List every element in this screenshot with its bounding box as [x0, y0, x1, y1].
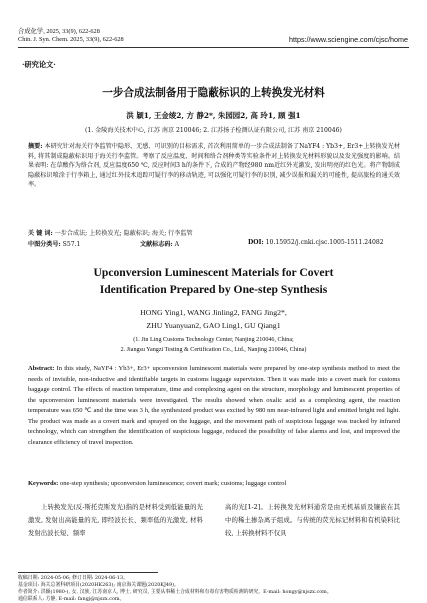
footnote-fund: 基金项目: 海关总署科研项目(2020HK263); 南京海关课题(2020KJ49)。 [18, 582, 179, 588]
journal-citation [18, 28, 124, 44]
en-authors-line2: ZHU Yuanyuan2, GAO Ling1, GU Qiang1 [146, 321, 281, 330]
cn-keywords-label: 关 键 词: [28, 230, 53, 237]
en-abstract-text: In this study, NaYF4 : Yb3+, Er3+ upconversion luminescent materials were prepared by one-step synthesis method to meet the needs of invisible, non-inductive and identifiable targets in customs luggage supervision. Then it was made into a covert mark for customs baggage control. The effects of reaction temperature, time and complexing agent on the structure, morphology and luminescent properties of the upconversion luminescent materials were investigated. The results showed when oxalic acid as a complexing agent, the reaction temperature was 650 ℃ and the time was 3 h, the synthesized product was excited by 980 nm near-infrared light and emitted bright red light. The product was made as a covert mark and sprayed on the luggage, and the movement path of suspicious luggage was tracked by infrared technology, which can strengthen the identification of suspicious luggage, reduced the possibility of false alarms and lost, and improved the clearance efficiency of travel inspection. [28, 365, 401, 446]
footnote-author: 作者简介: 洪颖(1980-), 女, 汉族, 江苏南京人, 博士, 研究员, 主要从事稀土合成材料和有毒有害物质检测的研究。E-mail: hongy@njszx.com。 [18, 589, 332, 595]
cn-abstract-text: 本研究针对海关行李监管中隐形、无感、可识别的目标需求, 首次利用简单的一步合成法制备了NaYF4 : Yb3+, Er3+上转换发光材料, 将其制成隐蔽标识用于海关行李监管。考察了反应温度、时间和络合剂种类等实验条件对上转换发光材料形貌以及发光强度的影响。结果表明: 在草酸作为络合剂, 反应温度650 ℃, 反应时间3 h的条件下, 合成的产物经980 nm近红外光激发, 发出明亮的红色光。将产物制成隐蔽标识喷涂于行李箱上, 通过红外技术追踪可疑行李的移动轨迹, 可以强化可疑行李的识别, 减少误报和漏关的可能性, 提高旅检的通关效率。 [28, 143, 400, 188]
journal-citation-cn: 合成化学, 2025, 33(9), 622-628 [18, 28, 100, 35]
clc-label: 中图分类号: [28, 241, 61, 248]
doc-label: 文献标志码: [140, 241, 173, 248]
cn-keywords-text: 一步合成法; 上转换发光; 隐蔽标识; 海关; 行李监管 [54, 230, 193, 237]
journal-url[interactable]: https://www.sciengine.com/cjsc/home [288, 35, 408, 44]
en-title-line1: Upconversion Luminescent Materials for Covert [93, 266, 334, 279]
en-affil-line2: 2. Jiangsu Yangzi Testing & Certification Co., Ltd., Nanjing 210046, China) [120, 347, 307, 353]
doi-value[interactable]: 10.15952/j.cnki.cjsc.1005-1511.24082 [265, 239, 384, 246]
clc-code [28, 239, 80, 248]
doc-code [140, 239, 179, 248]
doc-value: A [174, 241, 180, 248]
body-column-left [28, 501, 203, 540]
en-affil-line1: (1. Jin Ling Customs Technology Center, Nanjing 210046, China; [133, 337, 294, 343]
section-label: ·研究论文· [22, 60, 56, 69]
cn-abstract [28, 142, 400, 190]
header-rule [18, 47, 409, 48]
en-title-line2: Identification Prepared by One-step Synthesis [99, 283, 328, 296]
en-authors-line1: HONG Ying1, WANG Jinling2, FANG Jing2*, [140, 308, 287, 317]
en-authors [0, 306, 427, 332]
en-keywords-label: Keywords: [28, 480, 59, 487]
body-paragraph-left: 上转换发光(反-斯托克斯发光)指的是材料受到低能量的光激发, 发射出高能量的光, 即经波长长、频率低的光激发, 材料发射出波长短、频率 [28, 503, 203, 537]
en-keywords-text: one-step synthesis; upconversion luminescence; covert mark; customs; luggage control [59, 480, 287, 487]
en-title [0, 264, 427, 298]
footnotes [18, 575, 413, 603]
en-abstract-label: Abstract: [28, 365, 55, 372]
clc-value: S57.1 [62, 241, 81, 248]
body-paragraph-right: 高的光[1-2]。上转换发光材料通常是由无机基质及镶嵌在其中的稀土掺杂离子组成。与传统的荧光标记材料和有机染料比较, 上转换材料不仅具 [225, 503, 400, 537]
cn-affiliation: (1. 金陵海关技术中心, 江苏 南京 210046; 2. 江苏扬子检测认证有限公司, 江苏 南京 210046) [85, 127, 342, 134]
cn-abstract-label: 摘要: [28, 143, 43, 150]
body-column-right [225, 501, 400, 540]
en-keywords [28, 480, 400, 487]
doi [248, 239, 384, 246]
footnote-corresponding: 通信联系人: 方静, E-mail: fangj@njszx.com。 [18, 596, 125, 602]
journal-citation-en: Chin. J. Syn. Chem. 2025, 33(9), 622-628 [18, 36, 124, 43]
cn-keywords [28, 228, 193, 237]
footnote-received: 收稿日期: 2024-05-06; 修订日期: 2024-06-13。 [18, 575, 129, 581]
en-affiliation [0, 335, 427, 355]
doi-label: DOI: [248, 239, 264, 246]
cn-title: 一步合成法制备用于隐蔽标识的上转换发光材料 [102, 87, 325, 99]
cn-authors: 洪 颖1, 王金绫2, 方 静2*, 朱园园2, 高 玲1, 顾 强1 [126, 111, 301, 120]
footnote-rule [18, 572, 158, 573]
en-abstract [28, 364, 400, 448]
